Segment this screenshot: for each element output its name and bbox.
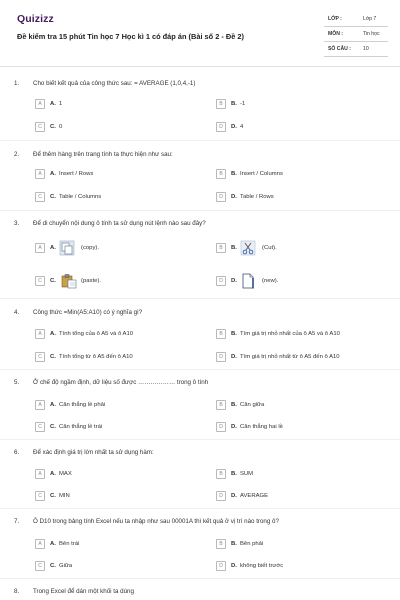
copy-icon: [59, 240, 75, 256]
option-letter-box[interactable]: D: [216, 491, 226, 501]
option-letter: B.: [231, 540, 237, 547]
option-letter-box[interactable]: A: [35, 400, 45, 410]
option-letter: B.: [231, 244, 237, 251]
option-letter: C.: [50, 277, 56, 284]
option-text: không biết trước: [240, 562, 284, 569]
option-letter: B.: [231, 100, 237, 107]
option-text: Bên phải: [240, 540, 264, 547]
question-text: Cho biết kết quả của công thức sau: = AVERAGE (1,0,4,-1): [33, 80, 196, 87]
option-text: Căn giữa: [240, 401, 265, 408]
worksheet-meta: [324, 12, 388, 57]
meta-label: SỐ CÂU :: [328, 46, 351, 52]
option-letter-box[interactable]: B: [216, 243, 226, 253]
option-text: (new).: [262, 277, 279, 284]
question-number: 7.: [14, 518, 20, 525]
option-letter: A.: [50, 401, 56, 408]
question-number: 2.: [14, 151, 20, 158]
question-text: Ô D10 trong bảng tính Excel nếu ta nhập như sau 00001A thì kết quả ở vị trí nào trong ô?: [33, 518, 279, 525]
question-text: Ở chế độ ngầm định, dữ liệu số được ……………… trong ô tính: [33, 379, 209, 386]
question-number: 5.: [14, 379, 20, 386]
question-text: Để di chuyển nội dung ô tính ta sử dụng nút lệnh nào sau đây?: [33, 220, 206, 227]
question-text: Để xác định giá trị lớn nhất ta sử dụng hàm:: [33, 449, 154, 456]
meta-value: Lớp 7: [363, 16, 377, 22]
question-separator: [0, 298, 400, 299]
option-text: (copy).: [81, 244, 100, 251]
option-letter: D.: [231, 123, 237, 130]
option-text: 4: [240, 123, 244, 130]
option-letter: B.: [231, 470, 237, 477]
option-letter: A.: [50, 100, 56, 107]
option-text: 0: [59, 123, 63, 130]
option-letter-box[interactable]: D: [216, 192, 226, 202]
option-text: Table / Columns: [59, 193, 102, 200]
option-letter-box[interactable]: D: [216, 122, 226, 132]
meta-label: LỚP :: [328, 16, 342, 22]
cut-icon: [240, 240, 256, 256]
option-text: Căn thẳng hai lề: [240, 423, 283, 430]
meta-row-class: [324, 12, 388, 27]
option-letter: D.: [231, 277, 237, 284]
option-letter-box[interactable]: B: [216, 169, 226, 179]
option-text: Giữa: [59, 562, 73, 569]
question-number: 3.: [14, 220, 20, 227]
option-text: Insert / Rows: [59, 170, 94, 177]
option-letter: C.: [50, 193, 56, 200]
option-letter-box[interactable]: B: [216, 329, 226, 339]
option-letter: D.: [231, 353, 237, 360]
option-text: Tìm giá trị nhỏ nhất từ ô A5 đến ô A10: [240, 353, 340, 360]
option-letter: D.: [231, 562, 237, 569]
option-text: SUM: [240, 470, 254, 477]
option-text: Căn thẳng lề phải: [59, 401, 106, 408]
question-number: 8.: [14, 588, 20, 595]
option-letter: A.: [50, 470, 56, 477]
option-letter-box[interactable]: A: [35, 99, 45, 109]
worksheet-title: Đề kiểm tra 15 phút Tin học 7 Học kì 1 có đáp án (Bài số 2 - Đề 2): [17, 32, 244, 41]
option-letter-box[interactable]: B: [216, 539, 226, 549]
option-letter-box[interactable]: C: [35, 122, 45, 132]
option-letter-box[interactable]: C: [35, 276, 45, 286]
option-letter-box[interactable]: D: [216, 352, 226, 362]
option-text: MAX: [59, 470, 72, 477]
question-separator: [0, 508, 400, 509]
option-letter-box[interactable]: C: [35, 561, 45, 571]
question-text: Để thêm hàng trên trang tính ta thực hiện như sau:: [33, 151, 173, 158]
option-letter-box[interactable]: C: [35, 422, 45, 432]
question-text: Trong Excel để dán một khối ta dùng: [33, 588, 134, 595]
option-letter: C.: [50, 353, 56, 360]
option-letter: A.: [50, 244, 56, 251]
option-letter: D.: [231, 492, 237, 499]
option-letter: C.: [50, 123, 56, 130]
header-divider: [0, 66, 400, 67]
option-letter-box[interactable]: D: [216, 422, 226, 432]
option-letter: B.: [231, 330, 237, 337]
question-separator: [0, 369, 400, 370]
option-text: AVERAGE: [240, 492, 269, 499]
option-letter-box[interactable]: C: [35, 491, 45, 501]
option-letter-box[interactable]: A: [35, 169, 45, 179]
option-text: (Cut).: [262, 244, 277, 251]
option-text: Tìm giá trị nhỏ nhất của ô A5 và ô A10: [240, 330, 340, 337]
option-letter-box[interactable]: C: [35, 192, 45, 202]
option-letter: A.: [50, 540, 56, 547]
quizizz-logo: Quizizz: [17, 13, 54, 25]
question-separator: [0, 210, 400, 211]
option-letter: C.: [50, 562, 56, 569]
option-text: 1: [59, 100, 63, 107]
question-separator: [0, 578, 400, 579]
option-letter-box[interactable]: A: [35, 469, 45, 479]
option-letter: C.: [50, 492, 56, 499]
option-text: Tính tổng của ô A5 và ô A10: [59, 330, 134, 337]
option-text: -1: [240, 100, 246, 107]
option-letter-box[interactable]: C: [35, 352, 45, 362]
option-text: Tính tổng từ ô A5 đến ô A10: [59, 353, 133, 360]
question-number: 6.: [14, 449, 20, 456]
option-letter-box[interactable]: D: [216, 561, 226, 571]
option-letter-box[interactable]: D: [216, 276, 226, 286]
option-letter: D.: [231, 423, 237, 430]
option-text: Bên trái: [59, 540, 80, 547]
option-text: (paste).: [81, 277, 101, 284]
option-letter: A.: [50, 330, 56, 337]
option-text: MIN: [59, 492, 70, 499]
question-number: 4.: [14, 309, 20, 316]
option-letter-box[interactable]: B: [216, 469, 226, 479]
meta-value: Tin học: [363, 31, 380, 37]
worksheet-header: [0, 0, 400, 66]
question-number: 1.: [14, 80, 20, 87]
option-letter-box[interactable]: A: [35, 329, 45, 339]
option-letter-box[interactable]: A: [35, 243, 45, 253]
option-letter: C.: [50, 423, 56, 430]
meta-row-question-count: [324, 42, 388, 57]
meta-row-subject: [324, 27, 388, 42]
meta-value: 10: [363, 46, 369, 52]
option-text: Căn thẳng lề trái: [59, 423, 103, 430]
option-text: Insert / Columns: [240, 170, 283, 177]
option-letter: B.: [231, 401, 237, 408]
question-separator: [0, 140, 400, 141]
new-document-icon: [240, 273, 256, 289]
option-letter-box[interactable]: B: [216, 99, 226, 109]
question-separator: [0, 439, 400, 440]
paste-icon: [59, 273, 79, 289]
option-letter-box[interactable]: B: [216, 400, 226, 410]
question-text: Công thức =Min(A5:A10) có ý nghĩa gì?: [33, 309, 143, 316]
option-letter: A.: [50, 170, 56, 177]
meta-label: MÔN :: [328, 31, 343, 37]
option-letter: B.: [231, 170, 237, 177]
option-letter-box[interactable]: A: [35, 539, 45, 549]
option-text: Table / Rows: [240, 193, 274, 200]
option-letter: D.: [231, 193, 237, 200]
